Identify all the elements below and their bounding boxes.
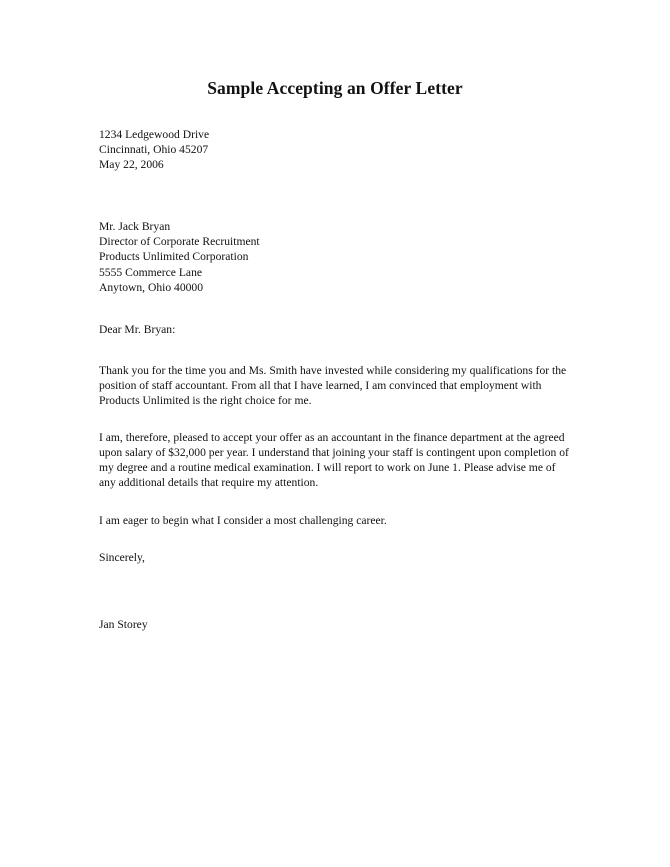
sender-address-line: Cincinnati, Ohio 45207: [99, 143, 209, 157]
body-paragraph-2: I am, therefore, pleased to accept your offer as an accountant in the finance department at the agreed upon salary of $32,000 per year. I understand that joining your staff is contingent upon completion of my degree and a routine medical examination. I will report to work on June 1. Please advise me of any additional details that require my attention.: [99, 431, 569, 490]
letter-date: May 22, 2006: [99, 158, 164, 172]
recipient-title: Director of Corporate Recruitment: [99, 235, 260, 249]
recipient-company: Products Unlimited Corporation: [99, 250, 249, 264]
recipient-city-state-zip: Anytown, Ohio 40000: [99, 280, 204, 294]
page-title: Sample Accepting an Offer Letter: [207, 78, 463, 98]
signature-name: Jan Storey: [99, 617, 148, 631]
sender-address-line: 1234 Ledgewood Drive: [99, 128, 210, 141]
closing-salutation: Sincerely,: [99, 550, 145, 564]
signature-space: [99, 565, 571, 617]
sender-address-block: [99, 127, 571, 172]
recipient-name: Mr. Jack Bryan: [99, 220, 171, 234]
recipient-address-block: [99, 219, 571, 294]
body-paragraph-1: Thank you for the time you and Ms. Smith have invested while considering my qualifications for the position of staff accountant. From all that I have learned, I am convinced that employment with Products Unlimited is the right choice for me.: [99, 363, 567, 408]
salutation: Dear Mr. Bryan:: [99, 322, 176, 336]
letter-body: [99, 78, 571, 632]
body-paragraph-3: I am eager to begin what I consider a most challenging career.: [99, 513, 387, 527]
closing-spacer: [99, 528, 571, 550]
recipient-street: 5555 Commerce Lane: [99, 265, 203, 279]
